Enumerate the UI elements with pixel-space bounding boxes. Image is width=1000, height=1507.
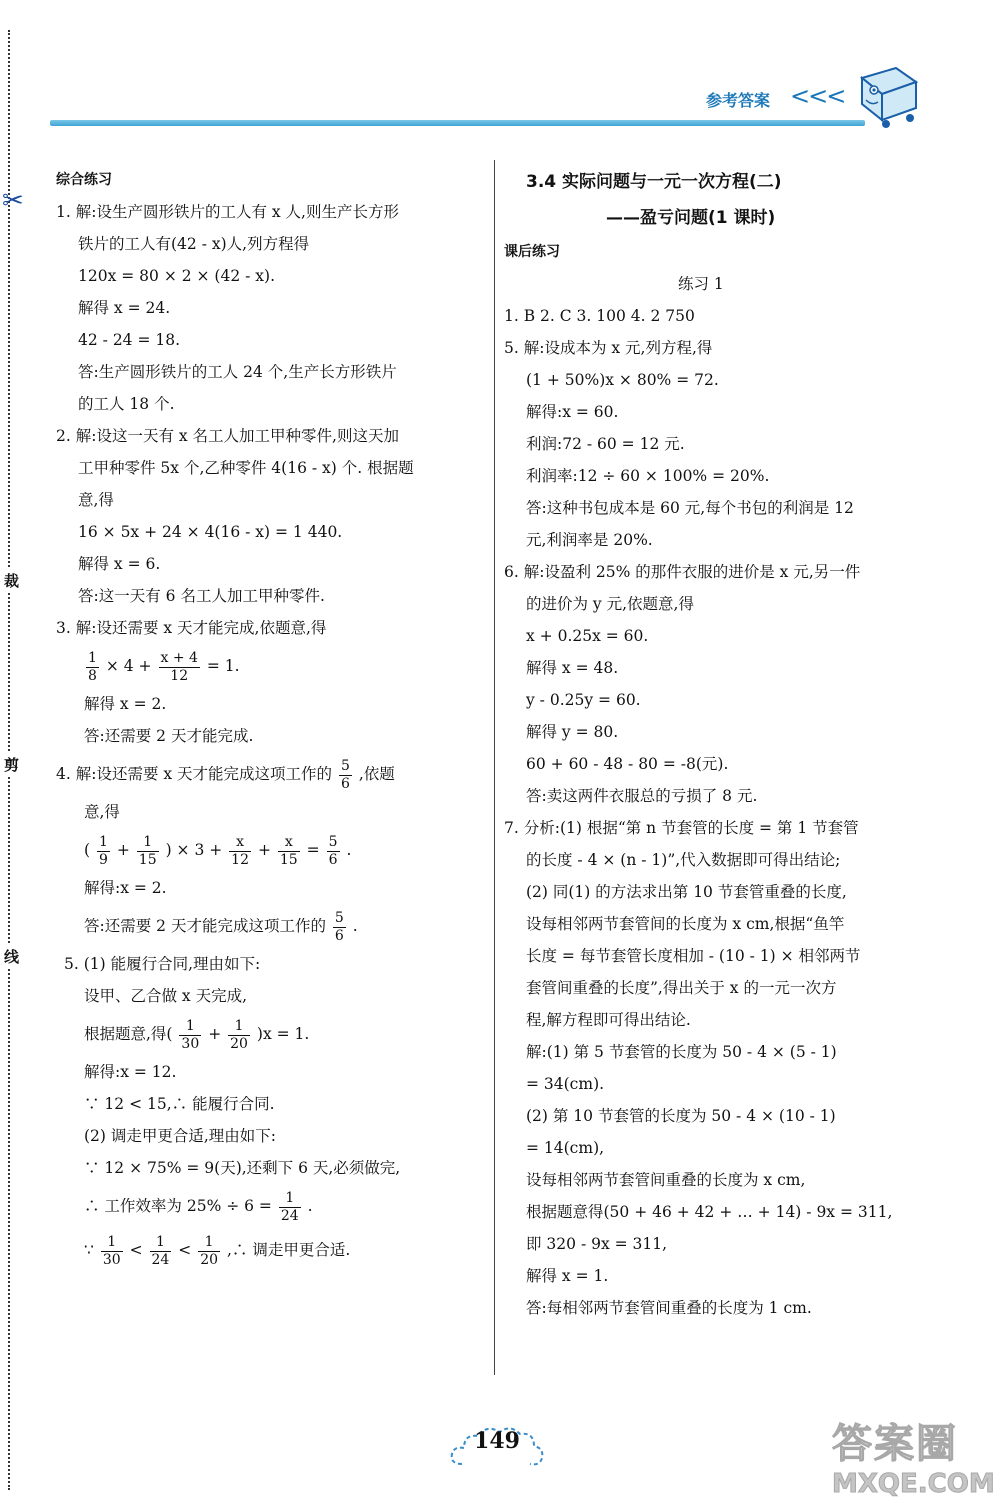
q1-line: 答:生产圆形铁片的工人 24 个,生产长方形铁片	[78, 363, 397, 381]
q4-line: 答:还需要 2 天才能完成这项工作的 $\frac{5}{6}$ .	[84, 909, 358, 944]
q6-line: x + 0.25x = 60.	[526, 627, 649, 645]
q5-line: 答:这种书包成本是 60 元,每个书包的利润是 12	[526, 499, 854, 517]
q4-line: 解得:x = 2.	[84, 879, 167, 897]
section-heading-homework: 课后练习	[504, 244, 560, 260]
fraction: $\frac{5}{6}$	[328, 833, 338, 868]
watermark-logo	[832, 1412, 995, 1502]
fraction: $\frac{1}{8}$	[88, 649, 97, 684]
q5-line: 利润:72 - 60 = 12 元.	[526, 435, 685, 453]
q7-line: (2) 第 10 节套管的长度为 50 - 4 × (10 - 1)	[526, 1107, 836, 1125]
q6-line: 解得 x = 48.	[526, 659, 619, 677]
q7-line: 设每相邻两节套管间的长度为 x cm,根据“鱼竿	[526, 915, 845, 933]
fraction: $\frac{1}{9}$	[99, 833, 108, 868]
q7-line: 的长度 - 4 × (n - 1)”,代入数据即可得出结论;	[526, 851, 841, 869]
q5-line: 利润率:12 ÷ 60 × 100% = 20%.	[526, 467, 770, 485]
cut-label-xian: 线	[4, 944, 19, 969]
fraction: $\frac{x}{12}$	[231, 833, 249, 868]
q5-line: 元,利润率是 20%.	[526, 531, 653, 549]
q2-line: 2. 解:设这一天有 x 名工人加工甲种零件,则这天加	[56, 427, 399, 445]
fraction: $\frac{1}{30}$	[102, 1233, 121, 1268]
section-subtitle: ——盈亏问题(1 课时)	[606, 208, 776, 228]
q6-line: 60 + 60 - 48 - 80 = -8(元).	[526, 755, 729, 773]
q7-line: 长度 = 每节套管长度相加 - (10 - 1) × 相邻两节	[526, 947, 861, 965]
q3-line: 解得 x = 2.	[84, 695, 167, 713]
q7-line: 答:每相邻两节套管间重叠的长度为 1 cm.	[526, 1299, 812, 1317]
fraction: $\frac{5}{6}$	[334, 909, 344, 944]
q1-line: 1. 解:设生产圆形铁片的工人有 x 人,则生产长方形	[56, 203, 399, 221]
q7-line: 即 320 - 9x = 311,	[526, 1235, 668, 1253]
header-title: 参考答案	[706, 91, 771, 110]
column-divider	[494, 160, 495, 1375]
q3-line: 答:还需要 2 天才能完成.	[84, 727, 254, 745]
q5-line: ∵ 12 < 15,∴ 能履行合同.	[84, 1095, 275, 1113]
q2-line: 答:这一天有 6 名工人加工甲种零件.	[78, 587, 325, 605]
q7-line: 解得 x = 1.	[526, 1267, 609, 1285]
q6-line: 答:卖这两件衣服总的亏损了 8 元.	[526, 787, 758, 805]
q1-line: 铁片的工人有(42 - x)人,列方程得	[78, 235, 310, 253]
header-rule	[50, 120, 865, 126]
q2-line: 意,得	[78, 491, 114, 509]
scissors-icon: ✂	[2, 186, 24, 216]
fraction: $\frac{x + 4}{12}$	[160, 649, 198, 684]
q1-line: 解得 x = 24.	[78, 299, 171, 317]
fraction: $\frac{1}{15}$	[138, 833, 157, 868]
left-column	[56, 164, 476, 1272]
answers-1-4: 1. B 2. C 3. 100 4. 2 750	[504, 307, 695, 325]
q1-line: 的工人 18 个.	[78, 395, 175, 413]
q2-line: 16 × 5x + 24 × 4(16 - x) = 1 440.	[78, 523, 343, 541]
q4-line: 4. 解:设还需要 x 天才能完成这项工作的 $\frac{5}{6}$ ,依题	[56, 757, 395, 792]
q1-line: 42 - 24 = 18.	[78, 331, 181, 349]
right-column	[504, 164, 924, 1324]
cut-label-cai: 裁	[4, 568, 19, 593]
mascot-icon	[852, 60, 924, 128]
watermark-url: MXQE.COM	[832, 1469, 995, 1499]
page-number-text: 149	[474, 1428, 520, 1454]
q5-line: ∵ $\frac{1}{30}$ < $\frac{1}{24}$ < $\frac{1}{20}$ ,∴ 调走甲更合适.	[84, 1233, 351, 1268]
q2-line: 解得 x = 6.	[78, 555, 161, 573]
q6-line: y - 0.25y = 60.	[526, 691, 641, 709]
q5-line: 解得:x = 60.	[526, 403, 619, 421]
q7-line: 套管间重叠的长度”,得出关于 x 的一元一次方	[526, 979, 837, 997]
cut-label-jian: 剪	[4, 752, 19, 777]
fraction: $\frac{1}{30}$	[181, 1017, 200, 1052]
q6-line: 的进价为 y 元,依题意,得	[526, 595, 694, 613]
q4-equation: ( $\frac{1}{9}$ + $\frac{1}{15}$ ) × 3 + $\frac{x}{12}$ + $\frac{x}{15}$ = $\frac{5}{6}$ .	[84, 833, 352, 868]
q5-line: (2) 调走甲更合适,理由如下:	[84, 1127, 277, 1145]
q3-equation: $\frac{1}{8}$ × 4 + $\frac{x + 4}{12}$ = 1.	[88, 649, 240, 684]
q5-line: ∵ 12 × 75% = 9(天),还剩下 6 天,必须做完,	[84, 1159, 401, 1177]
q5-line: 设甲、乙合做 x 天完成,	[84, 987, 248, 1005]
fraction: $\frac{1}{24}$	[151, 1233, 170, 1268]
section-heading-comprehensive: 综合练习	[56, 172, 112, 188]
q5-line: 5. (1) 能履行合同,理由如下:	[64, 955, 261, 973]
fraction: $\frac{x}{15}$	[279, 833, 298, 868]
section-title: 3.4 实际问题与一元一次方程(二)	[526, 172, 782, 192]
page-number	[448, 1420, 546, 1474]
q6-line: 解得 y = 80.	[526, 723, 619, 741]
q7-line: 程,解方程即可得出结论.	[526, 1011, 691, 1029]
q3-line: 3. 解:设还需要 x 天才能完成,依题意,得	[56, 619, 327, 637]
q7-line: = 34(cm).	[526, 1075, 605, 1093]
q7-line: = 14(cm),	[526, 1139, 605, 1157]
watermark-chars: 答案圈	[832, 1421, 958, 1467]
q7-line: 解:(1) 第 5 节套管的长度为 50 - 4 × (5 - 1)	[526, 1043, 837, 1061]
q5-line: (1 + 50%)x × 80% = 72.	[526, 371, 719, 389]
exercise-label: 练习 1	[678, 275, 724, 293]
q6-line: 6. 解:设盈利 25% 的那件衣服的进价是 x 元,另一件	[504, 563, 861, 581]
q7-line: (2) 同(1) 的方法求出第 10 节套管重叠的长度,	[526, 883, 847, 901]
fraction: $\frac{1}{20}$	[200, 1233, 219, 1268]
q5-line: 解得:x = 12.	[84, 1063, 177, 1081]
q7-line: 7. 分析:(1) 根据“第 n 节套管的长度 = 第 1 节套管	[504, 819, 859, 837]
q7-line: 设每相邻两节套管间重叠的长度为 x cm,	[526, 1171, 806, 1189]
fraction: $\frac{1}{24}$	[280, 1189, 299, 1224]
q5-line: ∴ 工作效率为 25% ÷ 6 = $\frac{1}{24}$ .	[84, 1189, 313, 1224]
q7-line: 根据题意得(50 + 46 + 42 + … + 14) - 9x = 311,	[526, 1203, 893, 1221]
q4-line: 意,得	[84, 803, 120, 821]
q1-line: 120x = 80 × 2 × (42 - x).	[78, 267, 276, 285]
fraction: $\frac{1}{20}$	[230, 1017, 248, 1052]
q5-line: 5. 解:设成本为 x 元,列方程,得	[504, 339, 713, 357]
q2-line: 工甲种零件 5x 个,乙种零件 4(16 - x) 个. 根据题	[78, 459, 414, 477]
fraction: $\frac{5}{6}$	[340, 757, 350, 792]
q5-equation: 根据题意,得( $\frac{1}{30}$ + $\frac{1}{20}$ )x = 1.	[84, 1017, 310, 1052]
header-arrows: <<<	[790, 82, 845, 110]
